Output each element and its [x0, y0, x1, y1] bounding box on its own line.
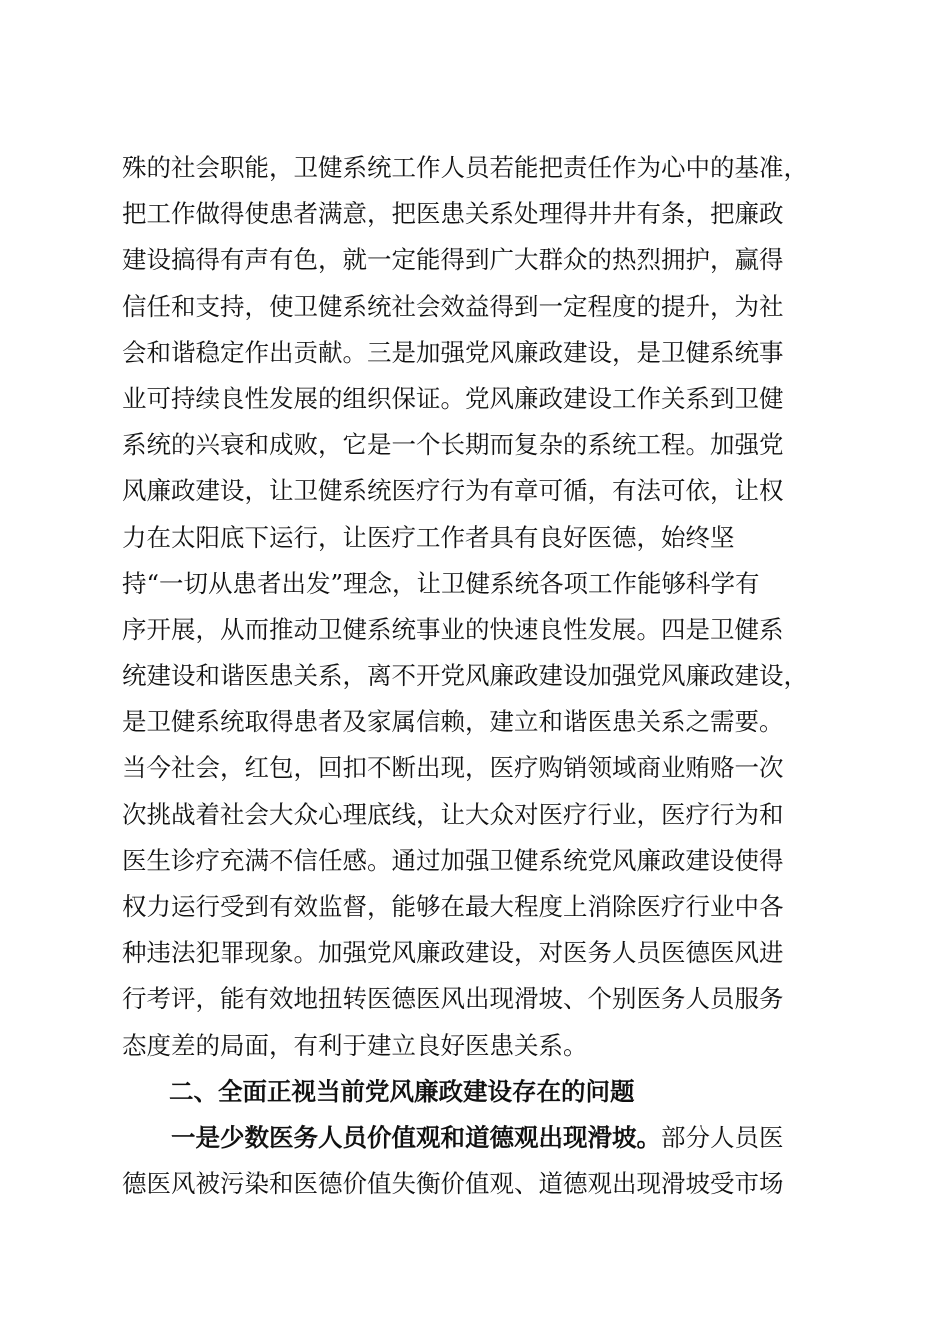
- text-line: 信任和支持，使卫健系统社会效益得到一定程度的提升，为社: [122, 291, 784, 321]
- text-line: 建设搞得有声有色，就一定能得到广大群众的热烈拥护，赢得: [122, 245, 784, 275]
- text-line: 权力运行受到有效监督，能够在最大程度上消除医疗行业中各: [122, 892, 784, 921]
- text-line: 把工作做得使患者满意，把医患关系处理得井井有条，把廉政: [122, 199, 784, 229]
- section-heading: 二、全面正视当前党风廉政建设存在的问题: [169, 1076, 635, 1106]
- text-line: 次挑战着社会大众心理底线，让大众对医疗行业，医疗行为和: [122, 799, 784, 829]
- body-text: [122, 145, 834, 1207]
- text-line: 行考评，能有效地扭转医德医风出现滑坡、个别医务人员服务: [122, 984, 784, 1014]
- text-line: 殊的社会职能，卫健系统工作人员若能把责任作为心中的基准，: [122, 153, 808, 182]
- text-line: 会和谐稳定作出贡献。三是加强党风廉政建设，是卫健系统事: [122, 337, 784, 367]
- text-line: 是卫健系统取得患者及家属信赖，建立和谐医患关系之需要。: [122, 707, 784, 737]
- text-line: 统建设和谐医患关系，离不开党风廉政建设加强党风廉政建设，: [122, 661, 808, 691]
- text-line: 态度差的局面，有利于建立良好医患关系。: [122, 1030, 588, 1060]
- subsection-paragraph-start: [122, 1115, 834, 1161]
- text-line: 医生诊疗充满不信任感。通过加强卫健系统党风廉政建设使得: [122, 845, 784, 875]
- text-line: 当今社会，红包，回扣不断出现，医疗购销领域商业贿赂一次: [122, 753, 784, 783]
- subsection-rest: 部分人员医: [661, 1122, 784, 1152]
- subsection-lead: 一是少数医务人员价值观和道德观出现滑坡。: [171, 1122, 661, 1152]
- text-line: 持“一切从患者出发”理念，让卫健系统各项工作能够科学有: [122, 568, 760, 598]
- text-line: 力在太阳底下运行，让医疗工作者具有良好医德，始终坚: [122, 522, 735, 552]
- text-line: 业可持续良性发展的组织保证。党风廉政建设工作关系到卫健: [122, 383, 784, 413]
- text-line: 德医风被污染和医德价值失衡价值观、道德观出现滑坡受市场: [122, 1169, 784, 1199]
- text-line: 风廉政建设，让卫健系统医疗行为有章可循，有法可依，让权: [122, 476, 784, 506]
- text-line: 系统的兴衰和成败，它是一个长期而复杂的系统工程。加强党: [122, 430, 784, 460]
- text-line: 序开展，从而推动卫健系统事业的快速良性发展。四是卫健系: [122, 614, 784, 644]
- text-line: 种违法犯罪现象。加强党风廉政建设，对医务人员医德医风进: [122, 938, 784, 968]
